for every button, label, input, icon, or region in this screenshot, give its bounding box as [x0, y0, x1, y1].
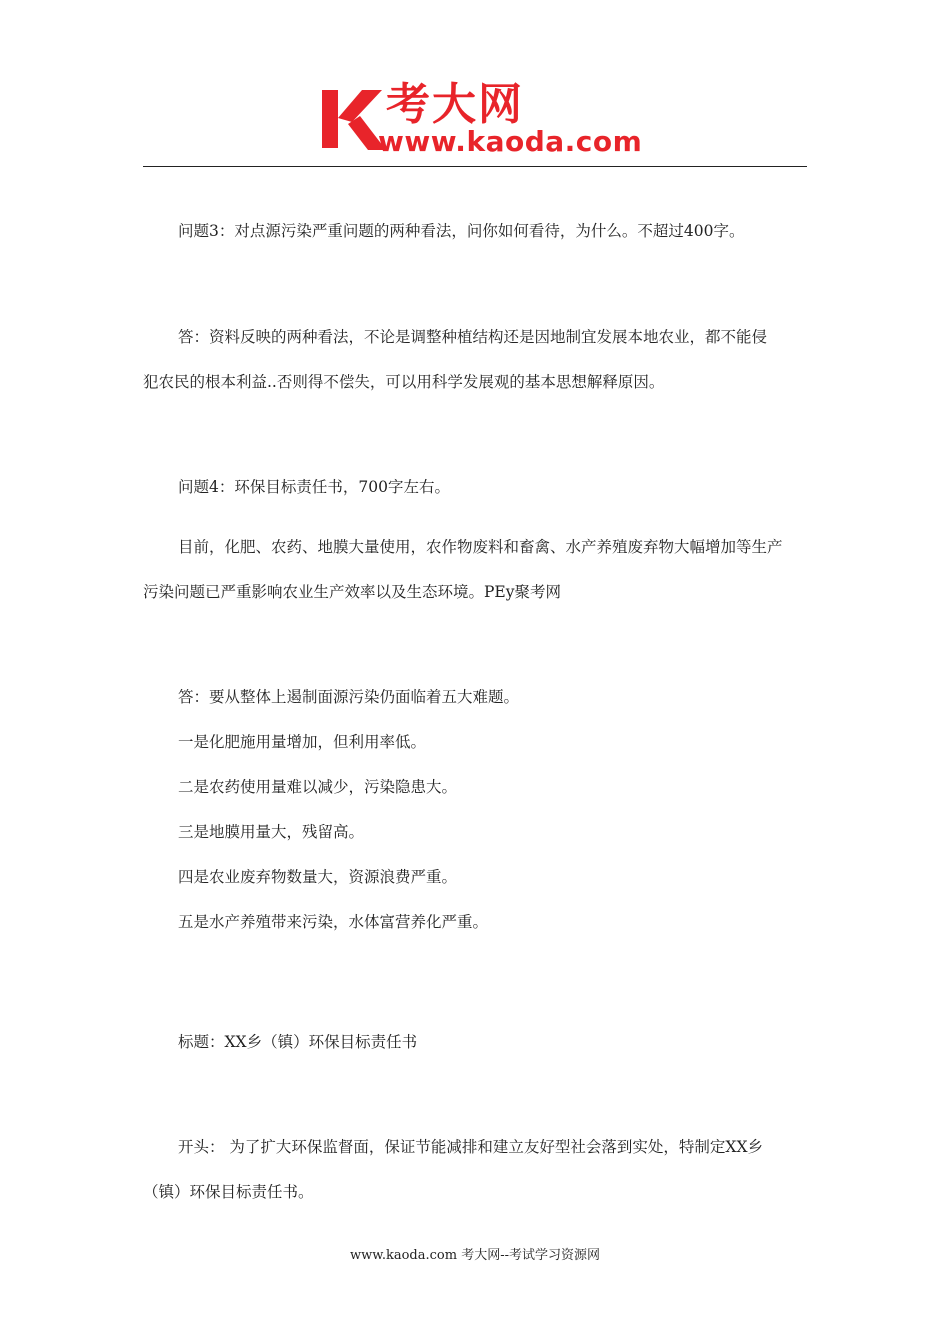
page-footer: www.kaoda.com 考大网--考试学习资源网: [350, 1248, 600, 1263]
answer-3-line-1: 答：资料反映的两种看法，不论是调整种植结构还是因地制宜发展本地农业，都不能侵: [178, 328, 768, 346]
context-line-1: 目前，化肥、农药、地膜大量使用，农作物废料和畜禽、水产养殖废弃物大幅增加等生产: [178, 538, 783, 556]
answer-4-point-3: 三是地膜用量大，残留高。: [178, 823, 365, 841]
question-3: 问题3：对点源污染严重问题的两种看法，问你如何看待，为什么。不超过400字。: [178, 222, 745, 240]
answer-4-point-2: 二是农药使用量难以减少，污染隐患大。: [178, 778, 458, 796]
opening-line-2: （镇）环保目标责任书。: [143, 1183, 314, 1201]
answer-4-point-1: 一是化肥施用量增加，但利用率低。: [178, 733, 427, 751]
answer-4-intro: 答：要从整体上遏制面源污染仍面临着五大难题。: [178, 688, 520, 706]
answer-3-line-2: 犯农民的根本利益..否则得不偿失，可以用科学发展观的基本思想解释原因。: [143, 373, 665, 391]
answer-4-point-4: 四是农业废弃物数量大，资源浪费严重。: [178, 868, 458, 886]
logo-chinese-name: 考大网: [386, 79, 524, 130]
page-header: [143, 78, 807, 167]
kaoda-logo[interactable]: [318, 80, 648, 162]
opening-line-1: 开头： 为了扩大环保监督面，保证节能减排和建立友好型社会落到实处，特制定XX乡: [178, 1138, 763, 1156]
context-line-2: 污染问题已严重影响农业生产效率以及生态环境。PEy聚考网: [143, 583, 562, 601]
document-title-line: 标题：XX乡（镇）环保目标责任书: [178, 1033, 418, 1051]
question-4: 问题4：环保目标责任书，700字左右。: [178, 478, 450, 496]
answer-4-point-5: 五是水产养殖带来污染，水体富营养化严重。: [178, 913, 489, 931]
logo-url-text: www.kaoda.com: [378, 125, 643, 158]
